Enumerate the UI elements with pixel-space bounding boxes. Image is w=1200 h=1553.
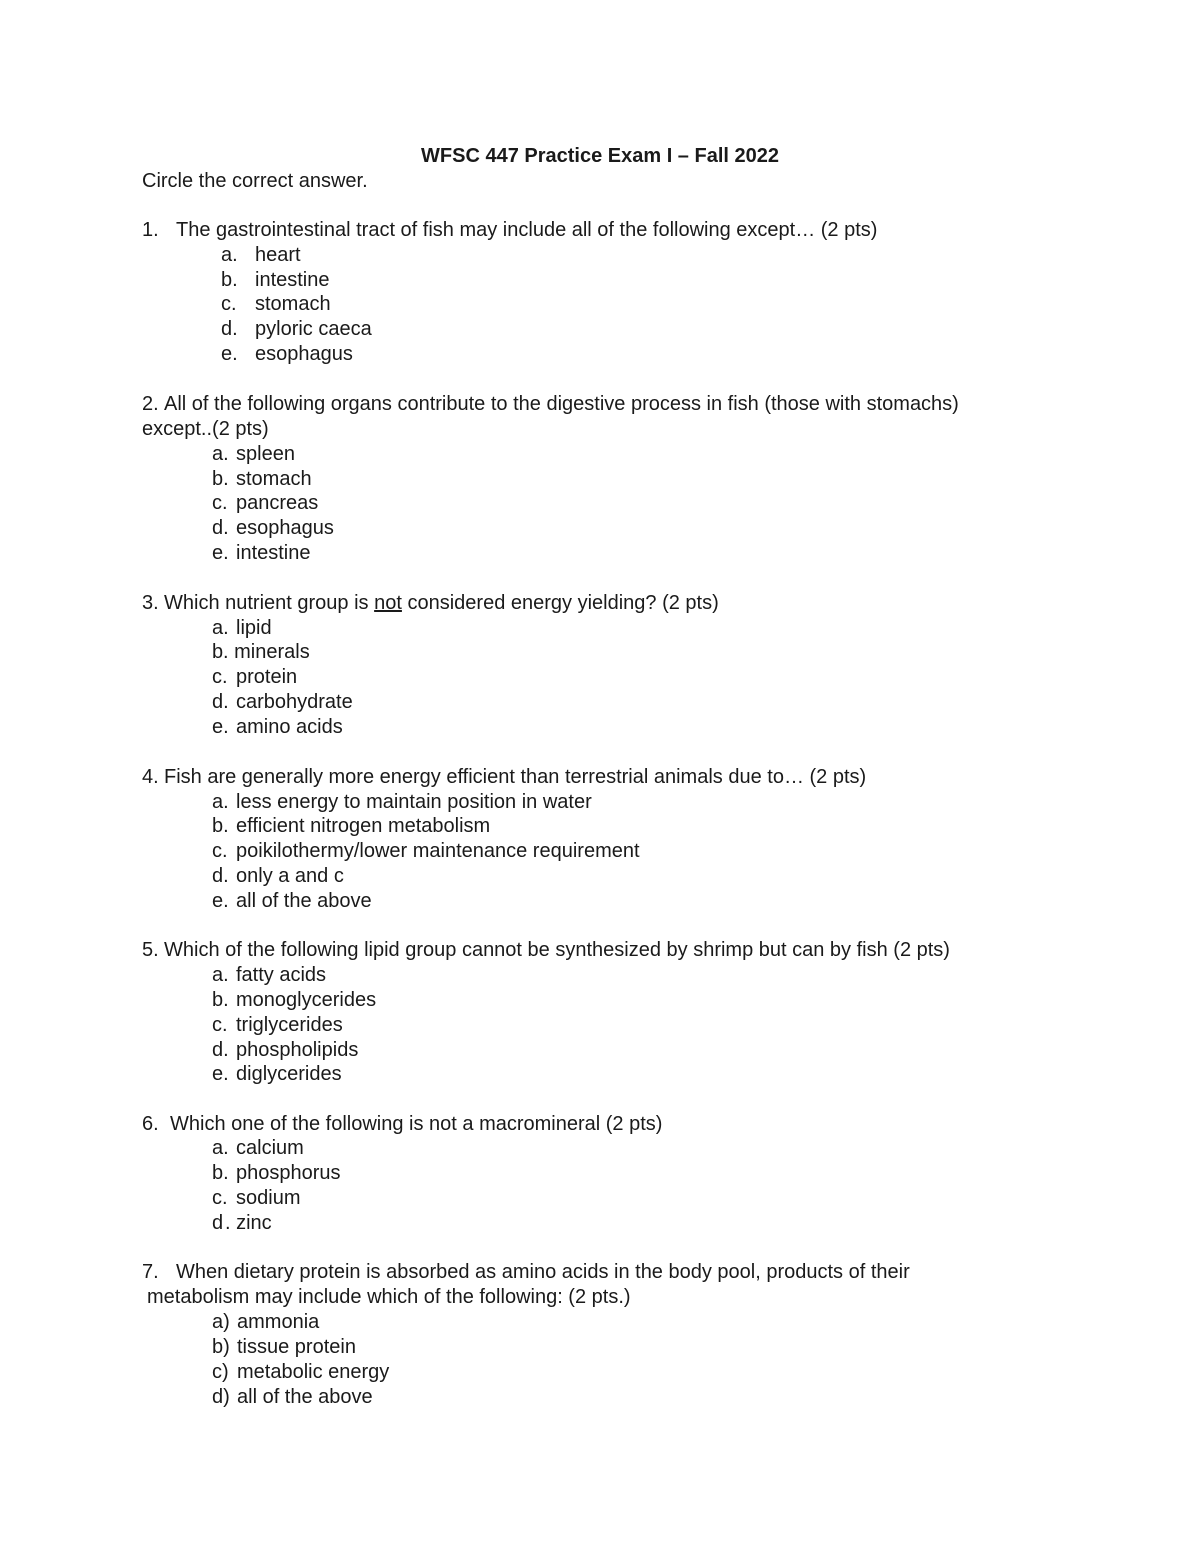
question-text: Which of the following lipid group cannot be synthesized by shrimp but can by fish (2 pts) [164, 939, 950, 961]
option-text: pyloric caeca [255, 318, 372, 340]
option-text: triglycerides [236, 1014, 343, 1036]
option-text: lipid [236, 617, 272, 639]
question-number: 2. [142, 393, 159, 415]
option-text: stomach [236, 468, 312, 490]
question-number: 7. [142, 1261, 159, 1283]
option-letter: c. [212, 666, 228, 688]
question-text-continued: except..(2 pts) [142, 418, 269, 440]
question-number: 1. [142, 219, 159, 241]
option-letter: b) [212, 1336, 230, 1358]
option-text: . zinc [225, 1212, 272, 1234]
option-letter: e. [212, 716, 229, 738]
document-title: WFSC 447 Practice Exam I – Fall 2022 [421, 145, 779, 167]
option-text: fatty acids [236, 964, 327, 986]
option-text: stomach [255, 293, 331, 315]
option-letter: b [212, 641, 224, 663]
option-letter: d. [221, 318, 238, 340]
option-letter: e. [212, 890, 229, 912]
option-letter: a. [212, 791, 229, 813]
option-letter: d. [212, 1039, 229, 1061]
question-text: The gastrointestinal tract of fish may include all of the following except… (2 pts) [176, 219, 878, 241]
option-text: calcium [236, 1137, 304, 1159]
question-text: Which one of the following is not a macromineral (2 pts) [170, 1113, 663, 1135]
option-letter: d. [212, 865, 229, 887]
option-text: . minerals [223, 641, 310, 663]
option-letter: b. [212, 468, 229, 490]
option-text: pancreas [236, 492, 319, 514]
option-text: less energy to maintain position in water [236, 791, 592, 813]
option-letter: a. [212, 964, 229, 986]
option-letter: d [212, 1212, 224, 1234]
option-letter: d) [212, 1386, 230, 1408]
option-text: only a and c [236, 865, 344, 887]
option-text: tissue protein [237, 1336, 356, 1358]
option-text: esophagus [236, 517, 334, 539]
option-letter: a. [221, 244, 238, 266]
question-number: 3. [142, 592, 159, 614]
question-text: All of the following organs contribute to the digestive process in fish (those with stomachs) [164, 393, 959, 415]
option-text: all of the above [236, 890, 372, 912]
option-text: carbohydrate [236, 691, 353, 713]
underlined-word: not [374, 592, 402, 614]
option-letter: c. [221, 293, 237, 315]
option-letter: b. [212, 815, 229, 837]
option-letter: c. [212, 840, 228, 862]
option-text: efficient nitrogen metabolism [236, 815, 491, 837]
option-text: sodium [236, 1187, 301, 1209]
option-letter: d. [212, 517, 229, 539]
question-number: 4. [142, 766, 159, 788]
option-text: metabolic energy [237, 1361, 390, 1383]
option-letter: b. [212, 1162, 229, 1184]
option-text: monoglycerides [236, 989, 377, 1011]
option-letter: c) [212, 1361, 229, 1383]
option-text: esophagus [255, 343, 353, 365]
option-letter: a. [212, 1137, 229, 1159]
option-letter: a. [212, 443, 229, 465]
option-text: ammonia [237, 1311, 320, 1333]
option-text: phosphorus [236, 1162, 341, 1184]
option-text: amino acids [236, 716, 343, 738]
option-letter: a) [212, 1311, 230, 1333]
option-letter: c. [212, 1014, 228, 1036]
option-letter: c. [212, 492, 228, 514]
option-text: diglycerides [236, 1063, 342, 1085]
option-text: heart [255, 244, 301, 266]
option-letter: b. [221, 269, 238, 291]
option-text: all of the above [237, 1386, 373, 1408]
question-number: 5. [142, 939, 159, 961]
option-text: protein [236, 666, 298, 688]
question-text: Which nutrient group is not considered energy yielding? (2 pts) [164, 592, 719, 614]
option-text: intestine [236, 542, 311, 564]
question-text: Fish are generally more energy efficient than terrestrial animals due to… (2 pts) [164, 766, 867, 788]
option-text: spleen [236, 443, 295, 465]
question-text: When dietary protein is absorbed as amino acids in the body pool, products of their [176, 1261, 910, 1283]
option-text: poikilothermy/lower maintenance requirement [236, 840, 640, 862]
option-letter: e. [221, 343, 238, 365]
question-text-continued: metabolism may include which of the following: (2 pts.) [147, 1286, 631, 1308]
option-text: phospholipids [236, 1039, 359, 1061]
option-letter: e. [212, 1063, 229, 1085]
option-letter: a. [212, 617, 229, 639]
question-number: 6. [142, 1113, 159, 1135]
option-letter: b. [212, 989, 229, 1011]
instructions: Circle the correct answer. [142, 170, 368, 192]
option-letter: d. [212, 691, 229, 713]
option-letter: c. [212, 1187, 228, 1209]
option-text: intestine [255, 269, 330, 291]
option-letter: e. [212, 542, 229, 564]
